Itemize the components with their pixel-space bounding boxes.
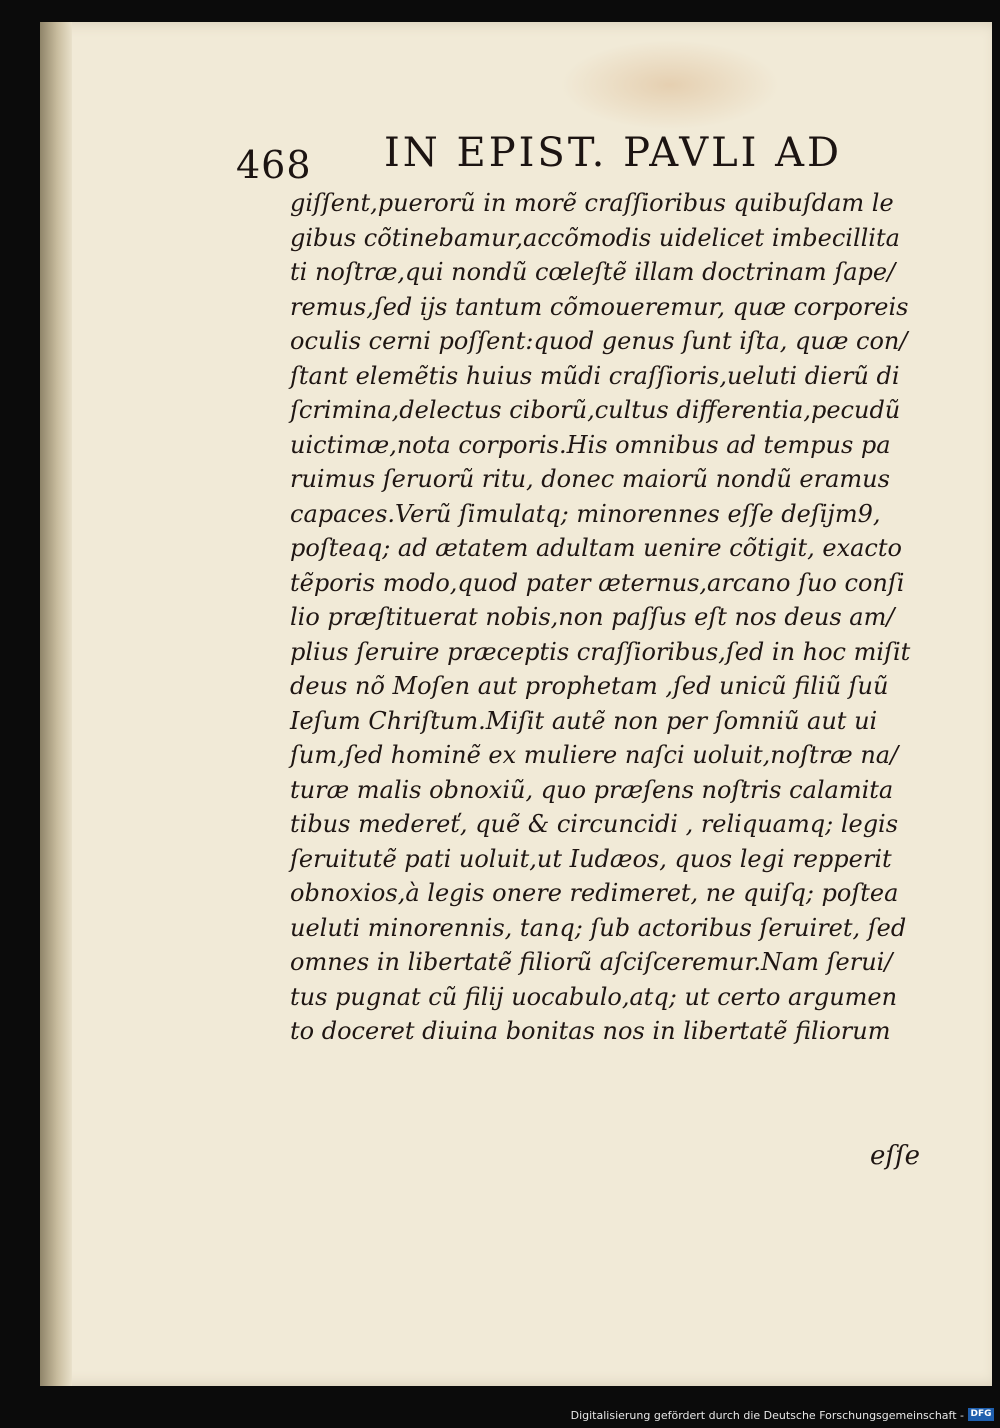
text-line: omnes in libertatẽ filiorũ aſciſceremur.Nam ſerui/ — [290, 948, 893, 976]
running-title: IN EPIST. PAVLI AD — [384, 130, 843, 176]
text-line: gibus cõtinebamur,accõmodis uidelicet imbecillita — [290, 223, 900, 252]
text-line: tẽporis modo,quod pater æternus,arcano ſuo conſi — [290, 568, 905, 597]
text-line: lio præſtituerat nobis,non paſſus eſt nos deus am/ — [290, 603, 895, 631]
text-line: tus pugnat cũ filij uocabulo,atq; ut certo argumen — [290, 982, 898, 1011]
text-line: ueluti minorennis, tanq; ſub actoribus ſeruiret, ſed — [290, 913, 907, 942]
text-line: poſteaq; ad ætatem adultam uenire cõtigit, exacto — [290, 534, 902, 562]
text-line: ti noſtræ,qui nondũ cœleſtẽ illam doctrinam ſape/ — [290, 258, 896, 286]
text-line: plius ſeruire præceptis craſſioribus,ſed in hoc miſit — [290, 637, 911, 666]
text-line: deus nõ Moſen aut prophetam ,ſed unicũ filiũ ſuũ — [290, 672, 889, 700]
digitization-credit: Digitalisierung gefördert durch die Deutsche Forschungsgemeinschaft - — [570, 1409, 964, 1422]
text-line: remus,ſed ijs tantum cõmoueremur, quæ corporeis — [290, 292, 909, 321]
text-line: uictimæ,nota corporis.His omnibus ad tempus pa — [290, 430, 891, 459]
text-line: to doceret diuina bonitas nos in libertatẽ filiorum — [290, 1017, 891, 1045]
text-line: ſcrimina,delectus ciborũ,cultus differentia,pecudũ — [290, 396, 901, 424]
text-line: turæ malis obnoxiũ, quo præſens noſtris calamita — [290, 775, 894, 804]
text-line: ſtant elemẽtis huius mũdi craſſioris,ueluti dierũ di — [290, 361, 900, 390]
dfg-logo-icon: DFG — [968, 1408, 994, 1421]
paper-stain — [560, 40, 780, 130]
text-line: obnoxios,à legis onere redimeret, ne quiſq; poſtea — [290, 879, 899, 907]
text-line: tibus medereť, quẽ & circuncidi , reliquamq; legis — [290, 810, 899, 838]
text-line: ſeruitutẽ pati uoluit,ut Iudæos, quos legi repperit — [290, 844, 892, 873]
page-gutter-shadow — [40, 22, 72, 1386]
text-line: ſum,ſed hominẽ ex muliere naſci uoluit,noſtræ na/ — [290, 741, 899, 769]
text-line: ruimus ſeruorũ ritu, donec maiorũ nondũ eramus — [290, 465, 890, 493]
text-line: Ieſum Chriſtum.Miſit autẽ non per ſomniũ aut ui — [290, 706, 878, 735]
text-line: oculis cerni poſſent:quod genus ſunt iſta, quæ con/ — [290, 327, 908, 355]
text-line: capaces.Verũ ſimulatq; minorennes eſſe deſijm9, — [290, 499, 881, 528]
text-line: giſſent,puerorũ in morẽ craſſioribus quibuſdam le — [290, 189, 894, 217]
body-text — [290, 186, 930, 1049]
catchword: eſſe — [870, 1141, 921, 1171]
page-number: 468 — [236, 143, 312, 187]
